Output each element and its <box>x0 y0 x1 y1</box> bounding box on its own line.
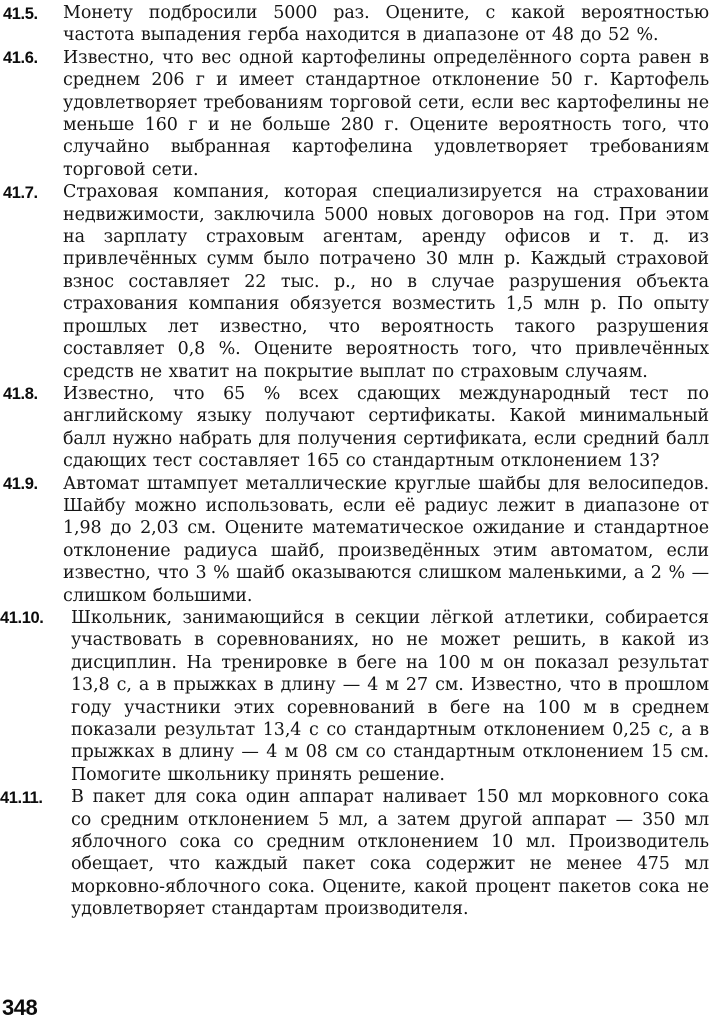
problem-41-8 <box>0 383 709 473</box>
problem-number: 41.6. <box>3 49 38 68</box>
problem-text: Страховая компания, которая специализируется на страховании недвижимости, заключила 5000 новых договоров на год. При этом на зарплату страховым агентам, аренду офисов и т. д. из привлечённых сумм было потрачено 30 млн р. Каждый страховой взнос составляет 22 тыс. р., но в случае разрушения объекта страхования компания обязуется возместить 1,5 млн р. По опыту прошлых лет известно, что вероятность такого разрушения составляет 0,8 %. Оцените вероятность того, что привлечённых средств не хватит на покрытие выплат по страховым случаям. <box>63 182 709 382</box>
problem-text: Известно, что 65 % всех сдающих международный тест по английскому языку получают сертификаты. Какой минимальный балл нужно набрать для получения сертификата, если средний балл сдающих тест составляет 165 со стандартным отклонением 13? <box>63 383 709 472</box>
problem-number: 41.5. <box>3 4 38 23</box>
problem-number: 41.9. <box>3 475 38 494</box>
problem-text: В пакет для сока один аппарат наливает 150 мл морковного сока со средним отклонением 5 мл, а затем другой аппарат — 350 мл яблочного сока со средним отклонением 10 мл. Производитель обещает, что каждый пакет сока содержит не менее 475 мл морковно-яблочного сока. Оцените, какой процент пакетов сока не удовлетворяет стандартам производителя. <box>71 787 709 920</box>
problem-41-11 <box>0 786 709 920</box>
problem-41-7 <box>0 181 709 383</box>
problem-number: 41.11. <box>0 788 43 807</box>
problem-41-10 <box>0 607 709 786</box>
problem-41-5 <box>0 2 709 47</box>
problem-number: 41.8. <box>3 385 38 404</box>
problem-text: Монету подбросили 5000 раз. Оцените, с какой вероятностью частота выпадения герба находится в диапазоне от 48 до 52 %. <box>63 3 709 46</box>
problem-text: Автомат штампует металлические круглые шайбы для велосипедов. Шайбу можно использовать, если её радиус лежит в диапазоне от 1,98 до 2,03 см. Оцените математическое ожидание и стандартное отклонение радиуса шайб, произведённых этим автоматом, если известно, что 3 % шайб оказываются слишком маленькими, а 2 % — слишком большими. <box>63 473 709 606</box>
page-number: 348 <box>2 995 38 1020</box>
problem-number: 41.7. <box>3 183 38 202</box>
problem-text: Известно, что вес одной картофелины определённого сорта равен в среднем 206 г и имеет стандартное отклонение 50 г. Картофель удовлетворяет требованиям торговой сети, если вес картофелины не меньше 160 г и не больше 280 г. Оцените вероятность того, что случайно выбранная картофелина удовлетворяет требованиям торговой сети. <box>63 47 709 180</box>
problem-41-9 <box>0 473 709 607</box>
problem-text: Школьник, занимающийся в секции лёгкой атлетики, собирается участвовать в соревнованиях, но не может решить, в какой из дисциплин. На тренировке в беге на 100 м он показал результат 13,8 с, а в прыжках в длину — 4 м 27 см. Известно, что в прошлом году участники этих соревнований в беге на 100 м в среднем показали результат 13,4 с со стандартным отклонением 0,25 с, а в прыжках в длину — 4 м 08 см со стандартным отклонением 15 см. Помогите школьнику принять решение. <box>71 607 709 785</box>
problem-41-6 <box>0 47 709 181</box>
problem-number: 41.10. <box>0 609 44 628</box>
